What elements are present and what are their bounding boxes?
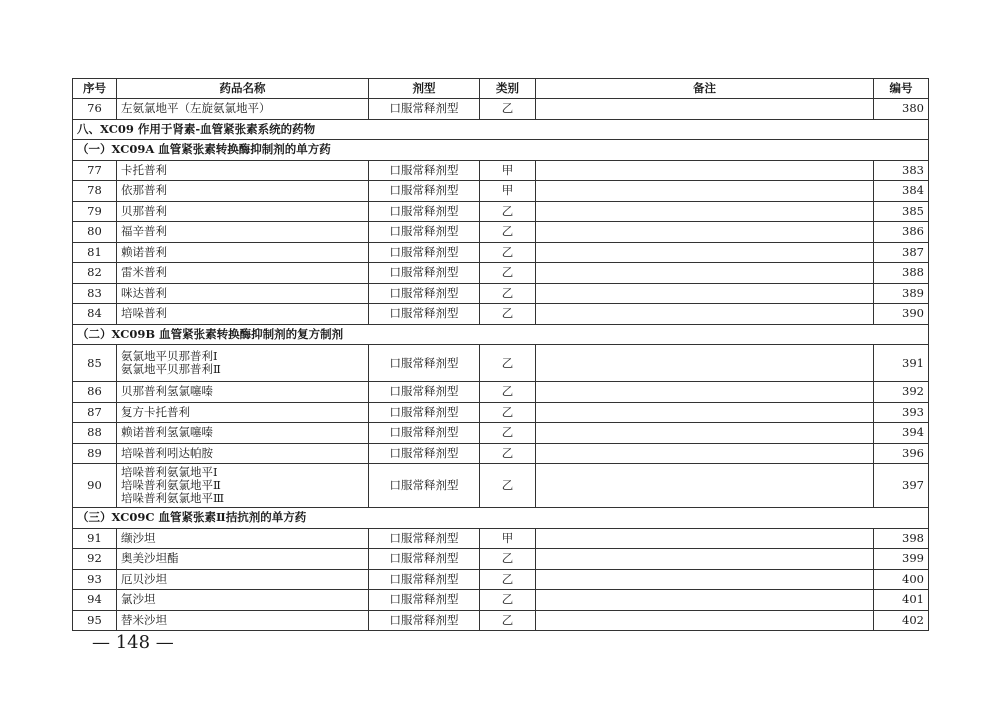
cell-note <box>536 263 874 284</box>
table-row <box>73 464 929 508</box>
cell-form: 口服常释剂型 <box>369 181 480 202</box>
cell-code: 383 <box>874 160 929 181</box>
cell-note <box>536 443 874 464</box>
cell-name: 复方卡托普利 <box>117 402 369 423</box>
cell-form: 口服常释剂型 <box>369 304 480 325</box>
table-row <box>73 345 929 382</box>
cell-no: 81 <box>73 242 117 263</box>
header-note: 备注 <box>536 79 874 99</box>
cell-form: 口服常释剂型 <box>369 99 480 120</box>
cell-no: 89 <box>73 443 117 464</box>
cell-form: 口服常释剂型 <box>369 222 480 243</box>
cell-no: 82 <box>73 263 117 284</box>
cell-name: 福辛普利 <box>117 222 369 243</box>
cell-name: 替米沙坦 <box>117 610 369 631</box>
table-header-row <box>73 79 929 99</box>
cell-form: 口服常释剂型 <box>369 610 480 631</box>
cell-code: 380 <box>874 99 929 120</box>
cell-form: 口服常释剂型 <box>369 201 480 222</box>
cell-note <box>536 402 874 423</box>
drug-name-line: 培哚普利氨氯地平Ⅰ <box>121 465 218 479</box>
cell-category: 乙 <box>480 304 536 325</box>
cell-code: 400 <box>874 569 929 590</box>
cell-note <box>536 283 874 304</box>
cell-category: 乙 <box>480 590 536 611</box>
cell-no: 92 <box>73 549 117 570</box>
cell-no: 95 <box>73 610 117 631</box>
cell-code: 384 <box>874 181 929 202</box>
cell-note <box>536 304 874 325</box>
cell-code: 393 <box>874 402 929 423</box>
cell-form: 口服常释剂型 <box>369 345 480 382</box>
table-row <box>73 160 929 181</box>
drug-name-line: 氨氯地平贝那普利Ⅱ <box>121 362 221 376</box>
cell-code: 391 <box>874 345 929 382</box>
drug-table <box>72 78 929 631</box>
cell-category: 乙 <box>480 464 536 508</box>
cell-category: 乙 <box>480 345 536 382</box>
cell-code: 392 <box>874 382 929 403</box>
cell-category: 乙 <box>480 569 536 590</box>
cell-form: 口服常释剂型 <box>369 242 480 263</box>
cell-no: 76 <box>73 99 117 120</box>
cell-name: 贝那普利氢氯噻嗪 <box>117 382 369 403</box>
cell-name: 咪达普利 <box>117 283 369 304</box>
cell-note <box>536 549 874 570</box>
cell-code: 390 <box>874 304 929 325</box>
cell-category: 乙 <box>480 382 536 403</box>
cell-form: 口服常释剂型 <box>369 528 480 549</box>
cell-note <box>536 610 874 631</box>
cell-note <box>536 201 874 222</box>
cell-category: 乙 <box>480 443 536 464</box>
cell-category: 乙 <box>480 99 536 120</box>
table-row <box>73 443 929 464</box>
cell-category: 甲 <box>480 528 536 549</box>
cell-form: 口服常释剂型 <box>369 464 480 508</box>
cell-no: 90 <box>73 464 117 508</box>
cell-category: 乙 <box>480 402 536 423</box>
cell-note <box>536 464 874 508</box>
cell-category: 乙 <box>480 423 536 444</box>
cell-no: 94 <box>73 590 117 611</box>
table-row <box>73 99 929 120</box>
cell-category: 甲 <box>480 181 536 202</box>
cell-category: 乙 <box>480 242 536 263</box>
cell-note <box>536 99 874 120</box>
section-title: （二）XC09B 血管紧张素转换酶抑制剂的复方制剂 <box>73 324 929 345</box>
table-row <box>73 181 929 202</box>
table-row <box>73 304 929 325</box>
cell-note <box>536 222 874 243</box>
header-code: 编号 <box>874 79 929 99</box>
table-row <box>73 201 929 222</box>
table-body <box>73 99 929 631</box>
cell-note <box>536 242 874 263</box>
cell-no: 93 <box>73 569 117 590</box>
cell-form: 口服常释剂型 <box>369 283 480 304</box>
section-row <box>73 119 929 140</box>
cell-code: 401 <box>874 590 929 611</box>
cell-name: 左氨氯地平（左旋氨氯地平） <box>117 99 369 120</box>
cell-no: 91 <box>73 528 117 549</box>
cell-name <box>117 345 369 382</box>
cell-note <box>536 382 874 403</box>
cell-note <box>536 590 874 611</box>
cell-category: 乙 <box>480 201 536 222</box>
table-row <box>73 549 929 570</box>
cell-form: 口服常释剂型 <box>369 569 480 590</box>
cell-form: 口服常释剂型 <box>369 402 480 423</box>
header-form: 剂型 <box>369 79 480 99</box>
table-row <box>73 222 929 243</box>
cell-form: 口服常释剂型 <box>369 382 480 403</box>
cell-note <box>536 528 874 549</box>
table-row <box>73 528 929 549</box>
cell-form: 口服常释剂型 <box>369 549 480 570</box>
cell-code: 387 <box>874 242 929 263</box>
cell-note <box>536 423 874 444</box>
cell-category: 乙 <box>480 610 536 631</box>
section-row <box>73 140 929 161</box>
cell-no: 83 <box>73 283 117 304</box>
table-row <box>73 590 929 611</box>
cell-code: 402 <box>874 610 929 631</box>
cell-name: 赖诺普利氢氯噻嗪 <box>117 423 369 444</box>
table-row <box>73 382 929 403</box>
cell-name: 卡托普利 <box>117 160 369 181</box>
cell-no: 78 <box>73 181 117 202</box>
cell-code: 385 <box>874 201 929 222</box>
cell-category: 乙 <box>480 263 536 284</box>
cell-code: 397 <box>874 464 929 508</box>
cell-note <box>536 160 874 181</box>
cell-form: 口服常释剂型 <box>369 443 480 464</box>
cell-note <box>536 181 874 202</box>
cell-code: 386 <box>874 222 929 243</box>
table-row <box>73 263 929 284</box>
cell-name <box>117 464 369 508</box>
cell-form: 口服常释剂型 <box>369 423 480 444</box>
table-row <box>73 423 929 444</box>
cell-code: 396 <box>874 443 929 464</box>
cell-name: 贝那普利 <box>117 201 369 222</box>
cell-code: 389 <box>874 283 929 304</box>
cell-category: 乙 <box>480 549 536 570</box>
cell-form: 口服常释剂型 <box>369 263 480 284</box>
section-row <box>73 508 929 529</box>
page-number: — 148 — <box>92 632 174 653</box>
cell-no: 79 <box>73 201 117 222</box>
cell-no: 84 <box>73 304 117 325</box>
cell-name: 雷米普利 <box>117 263 369 284</box>
cell-name: 氯沙坦 <box>117 590 369 611</box>
cell-code: 388 <box>874 263 929 284</box>
cell-no: 86 <box>73 382 117 403</box>
cell-name: 厄贝沙坦 <box>117 569 369 590</box>
section-title: （一）XC09A 血管紧张素转换酶抑制剂的单方药 <box>73 140 929 161</box>
section-title: 八、XC09 作用于肾素-血管紧张素系统的药物 <box>73 119 929 140</box>
section-title: （三）XC09C 血管紧张素Ⅱ拮抗剂的单方药 <box>73 508 929 529</box>
cell-no: 77 <box>73 160 117 181</box>
cell-form: 口服常释剂型 <box>369 590 480 611</box>
cell-note <box>536 569 874 590</box>
cell-code: 394 <box>874 423 929 444</box>
table-row <box>73 610 929 631</box>
drug-name-line: 培哚普利氨氯地平Ⅱ <box>121 478 221 492</box>
cell-category: 乙 <box>480 283 536 304</box>
cell-note <box>536 345 874 382</box>
cell-name: 培哚普利 <box>117 304 369 325</box>
section-row <box>73 324 929 345</box>
drug-name-line: 培哚普利氨氯地平Ⅲ <box>121 491 225 505</box>
table-row <box>73 402 929 423</box>
table-row <box>73 283 929 304</box>
cell-name: 赖诺普利 <box>117 242 369 263</box>
table-row <box>73 242 929 263</box>
cell-no: 88 <box>73 423 117 444</box>
cell-no: 80 <box>73 222 117 243</box>
cell-no: 85 <box>73 345 117 382</box>
cell-form: 口服常释剂型 <box>369 160 480 181</box>
cell-code: 398 <box>874 528 929 549</box>
cell-code: 399 <box>874 549 929 570</box>
cell-no: 87 <box>73 402 117 423</box>
table-row <box>73 569 929 590</box>
cell-name: 奥美沙坦酯 <box>117 549 369 570</box>
drug-name-line: 氨氯地平贝那普利Ⅰ <box>121 349 218 363</box>
cell-name: 缬沙坦 <box>117 528 369 549</box>
cell-category: 甲 <box>480 160 536 181</box>
header-no: 序号 <box>73 79 117 99</box>
cell-category: 乙 <box>480 222 536 243</box>
cell-name: 依那普利 <box>117 181 369 202</box>
cell-name: 培哚普利吲达帕胺 <box>117 443 369 464</box>
header-name: 药品名称 <box>117 79 369 99</box>
header-category: 类别 <box>480 79 536 99</box>
